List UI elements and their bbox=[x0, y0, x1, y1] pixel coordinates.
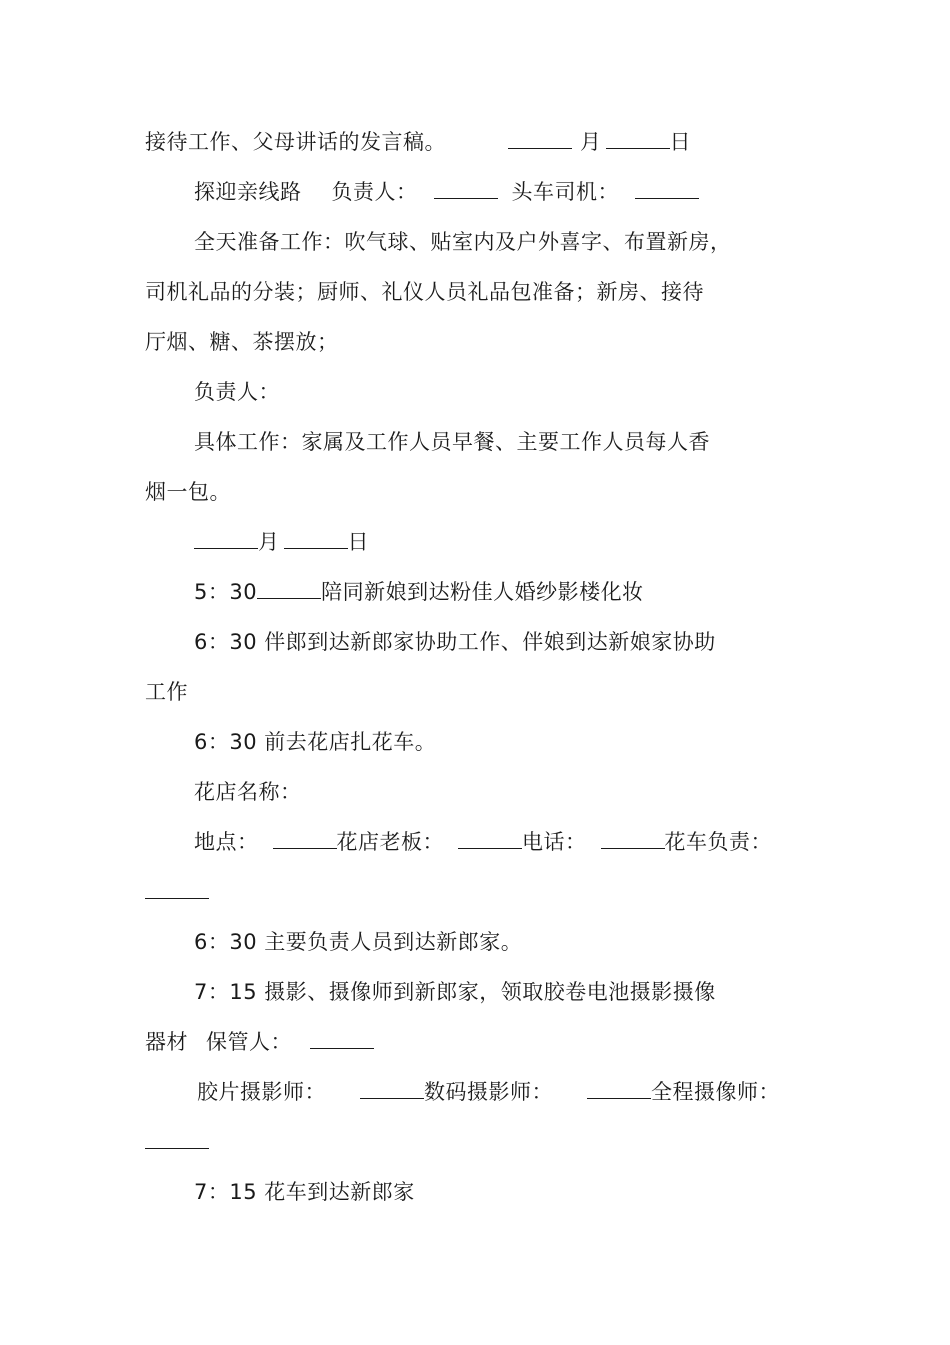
digital-photographer-label: 数码摄影师： bbox=[424, 1080, 553, 1104]
text-segment: 花店名称： bbox=[194, 780, 302, 804]
person-label: 负责人： bbox=[331, 180, 418, 204]
keeper-label: 保管人： bbox=[206, 1030, 292, 1054]
date-line bbox=[508, 129, 691, 155]
text-line bbox=[194, 779, 302, 805]
blank-field bbox=[273, 830, 337, 849]
blank-field bbox=[434, 180, 498, 199]
driver-label: 头车司机： bbox=[511, 180, 619, 204]
text-segment: 7：15 花车到达新郎家 bbox=[194, 1180, 415, 1204]
blank-field bbox=[360, 1080, 424, 1099]
location-label: 地点： bbox=[194, 830, 259, 854]
text-line bbox=[194, 929, 522, 955]
blank-field bbox=[257, 580, 321, 599]
text-segment: 负责人： bbox=[194, 380, 280, 404]
text-segment: 司机礼品的分装；厨师、礼仪人员礼品包准备；新房、接待 bbox=[145, 280, 704, 304]
text-segment: 烟一包。 bbox=[145, 480, 231, 504]
text-line bbox=[194, 179, 699, 205]
month-label: 月 bbox=[580, 130, 602, 154]
route-label: 探迎亲线路 bbox=[194, 180, 302, 204]
text-segment: 具体工作：家属及工作人员早餐、主要工作人员每人香 bbox=[194, 430, 710, 454]
text-line bbox=[145, 1029, 374, 1055]
text-line bbox=[145, 479, 231, 505]
equipment-label: 器材 bbox=[145, 1030, 188, 1054]
text-segment: 全天准备工作：吹气球、贴室内及户外喜字、布置新房， bbox=[194, 230, 732, 254]
text-segment: 7：15 摄影、摄像师到新郎家，领取胶卷电池摄影摄像 bbox=[194, 980, 716, 1004]
blank-field bbox=[458, 830, 522, 849]
blank-field bbox=[284, 530, 348, 549]
blank-field bbox=[601, 830, 665, 849]
text-line bbox=[194, 229, 732, 255]
text-segment: 接待工作、父母讲话的发言稿。 bbox=[145, 130, 446, 154]
text-line bbox=[194, 579, 644, 605]
text-line bbox=[145, 279, 704, 305]
blank-field bbox=[194, 530, 258, 549]
flower-car-label: 花车负责： bbox=[664, 830, 772, 854]
videographer-label: 全程摄像师： bbox=[651, 1080, 780, 1104]
day-label: 日 bbox=[669, 130, 691, 154]
film-photographer-label: 胶片摄影师： bbox=[197, 1080, 326, 1104]
text-segment: 6：30 前去花店扎花车。 bbox=[194, 730, 437, 754]
text-segment: 工作 bbox=[145, 680, 188, 704]
text-line bbox=[194, 729, 436, 755]
blank-field bbox=[587, 1080, 651, 1099]
text-segment: 陪同新娘到达粉佳人婚纱影楼化妆 bbox=[321, 580, 644, 604]
text-segment: 6：30 主要负责人员到达新郎家。 bbox=[194, 930, 523, 954]
blank-field bbox=[508, 130, 572, 149]
month-label: 月 bbox=[258, 530, 280, 554]
text-line bbox=[197, 1079, 780, 1105]
blank-field bbox=[145, 880, 209, 899]
blank-field bbox=[606, 130, 670, 149]
text-line bbox=[194, 629, 716, 655]
text-line bbox=[145, 329, 339, 355]
day-label: 日 bbox=[347, 530, 369, 554]
text-line bbox=[145, 1129, 209, 1155]
owner-label: 花店老板： bbox=[336, 830, 444, 854]
blank-field bbox=[310, 1030, 374, 1049]
text-line bbox=[194, 429, 710, 455]
phone-label: 电话： bbox=[522, 830, 587, 854]
text-line bbox=[145, 129, 446, 155]
blank-field bbox=[635, 180, 699, 199]
text-line bbox=[145, 879, 209, 905]
text-line bbox=[194, 979, 716, 1005]
text-segment: 6：30 伴郎到达新郎家协助工作、伴娘到达新娘家协助 bbox=[194, 630, 716, 654]
text-segment: 厅烟、糖、茶摆放； bbox=[145, 330, 339, 354]
blank-field bbox=[145, 1130, 209, 1149]
time-label: 5：30 bbox=[194, 580, 258, 604]
text-line bbox=[194, 379, 280, 405]
date-line bbox=[194, 529, 369, 555]
text-line bbox=[194, 829, 772, 855]
text-line bbox=[194, 1179, 415, 1205]
text-line bbox=[145, 679, 188, 705]
